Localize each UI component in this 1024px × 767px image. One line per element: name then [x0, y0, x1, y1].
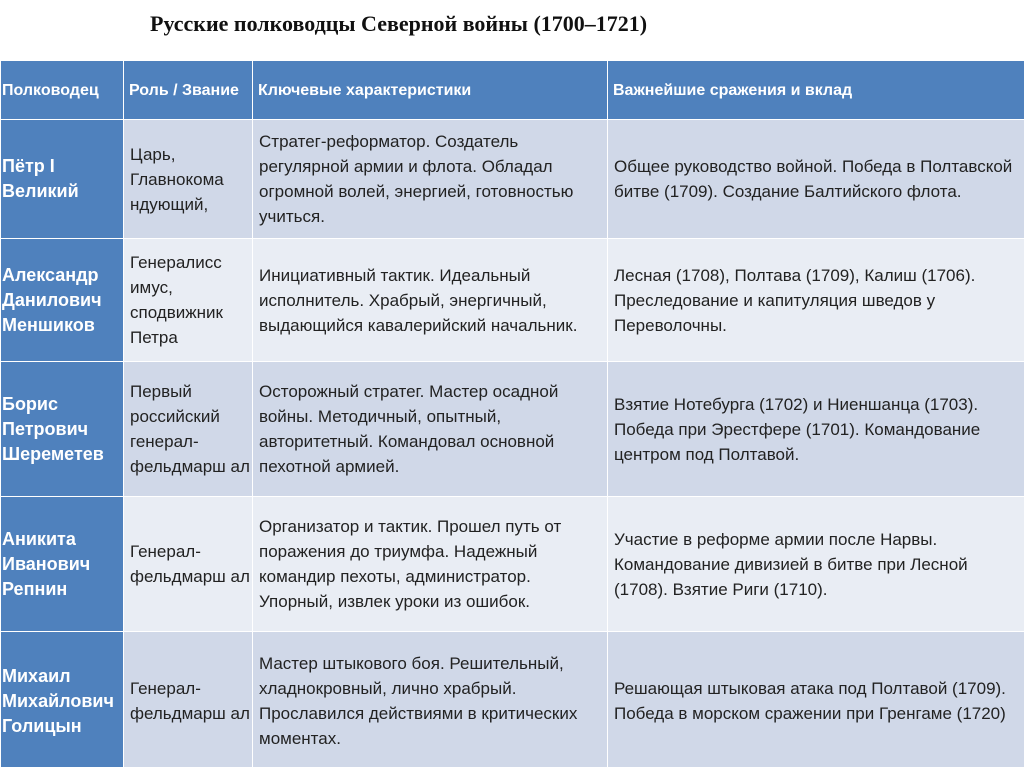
table-row	[1, 239, 1024, 362]
commander-traits: Организатор и тактик. Прошел путь от поражения до триумфа. Надежный командир пехоты, администратор. Упорный, извлек уроки из ошибок.	[253, 497, 608, 632]
table-header-row	[1, 61, 1024, 120]
commander-name: Пётр I Великий	[1, 120, 124, 239]
page-title: Русские полководцы Северной войны (1700–1721)	[150, 11, 648, 36]
commanders-table	[0, 60, 1024, 767]
header-commander: Полководец	[1, 61, 124, 120]
table-row	[1, 362, 1024, 497]
commander-role: Царь, Главнокома ндующий,	[124, 120, 253, 239]
commander-role: Первый российский генерал-фельдмарш ал	[124, 362, 253, 497]
table-row	[1, 120, 1024, 239]
commander-traits: Мастер штыкового боя. Решительный, хладнокровный, лично храбрый. Прославился действиями в критических моментах.	[253, 632, 608, 767]
commander-name: Борис Петрович Шереметев	[1, 362, 124, 497]
commander-role: Генералисс имус, сподвижник Петра	[124, 239, 253, 362]
commander-name: Аникита Иванович Репнин	[1, 497, 124, 632]
commander-role: Генерал-фельдмарш ал	[124, 632, 253, 767]
commander-battles: Участие в реформе армии после Нарвы. Командование дивизией в битве при Лесной (1708). Взятие Риги (1710).	[608, 497, 1024, 632]
commander-battles: Общее руководство войной. Победа в Полтавской битве (1709). Создание Балтийского флота.	[608, 120, 1024, 239]
header-traits: Ключевые характеристики	[253, 61, 608, 120]
commander-battles: Лесная (1708), Полтава (1709), Калиш (1706). Преследование и капитуляция шведов у Переволочны.	[608, 239, 1024, 362]
commander-battles: Взятие Нотебурга (1702) и Ниеншанца (1703). Победа при Эрестфере (1701). Командование центром под Полтавой.	[608, 362, 1024, 497]
header-battles: Важнейшие сражения и вклад	[608, 61, 1024, 120]
commander-traits: Стратег-реформатор. Создатель регулярной армии и флота. Обладал огромной волей, энергией, готовностью учиться.	[253, 120, 608, 239]
table-row	[1, 497, 1024, 632]
table-row	[1, 632, 1024, 767]
commander-traits: Осторожный стратег. Мастер осадной войны. Методичный, опытный, авторитетный. Командовал основной пехотной армией.	[253, 362, 608, 497]
commander-traits: Инициативный тактик. Идеальный исполнитель. Храбрый, энергичный, выдающийся кавалерийский начальник.	[253, 239, 608, 362]
header-role: Роль / Звание	[124, 61, 253, 120]
commander-name: Александр Данилович Меншиков	[1, 239, 124, 362]
commander-battles: Решающая штыковая атака под Полтавой (1709). Победа в морском сражении при Гренгаме (1720)	[608, 632, 1024, 767]
commander-name: Михаил Михайлович Голицын	[1, 632, 124, 767]
commander-role: Генерал-фельдмарш ал	[124, 497, 253, 632]
